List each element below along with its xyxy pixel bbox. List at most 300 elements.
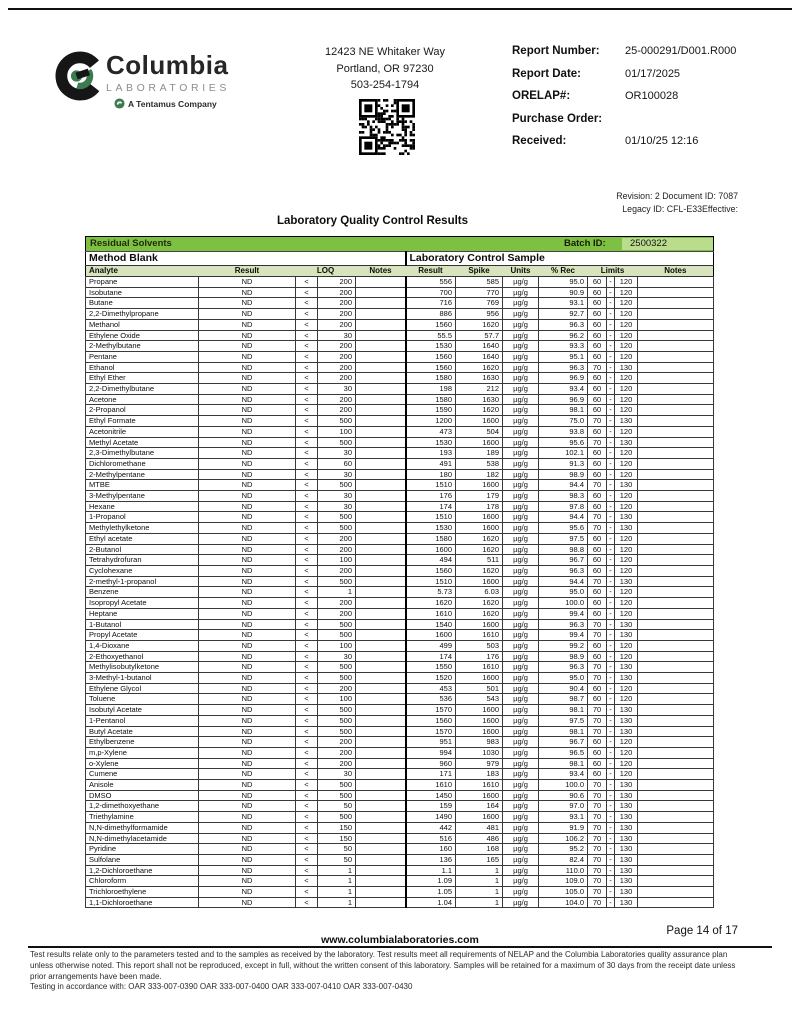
cell-loq: 1: [318, 887, 356, 898]
section-header-row: [86, 252, 714, 266]
cell-units: µg/g: [503, 812, 539, 823]
cell-analyte: Benzene: [86, 587, 199, 598]
cell-mb-sign: <: [296, 533, 318, 544]
cell-mb-sign: <: [296, 351, 318, 362]
cell-units: µg/g: [503, 726, 539, 737]
cell-limit-high: 130: [615, 512, 638, 523]
cell-units: µg/g: [503, 384, 539, 395]
cell-units: µg/g: [503, 341, 539, 352]
cell-mb-result: ND: [199, 737, 296, 748]
cell-loq: 200: [318, 533, 356, 544]
cell-lcs-result: 1.1: [406, 865, 456, 876]
cell-lcs-result: 160: [406, 844, 456, 855]
cell-mb-sign: <: [296, 565, 318, 576]
analyte-row: [86, 576, 714, 587]
address-line-3: 503-254-1794: [350, 79, 420, 91]
cell-mb-result: ND: [199, 608, 296, 619]
cell-spike: 503: [456, 640, 503, 651]
cell-lcs-notes: [638, 565, 714, 576]
analyte-row: [86, 747, 714, 758]
cell-analyte: m,p-Xylene: [86, 747, 199, 758]
cell-mb-sign: <: [296, 576, 318, 587]
website-link[interactable]: www.columbialaboratories.com: [321, 934, 479, 946]
cell-lcs-notes: [638, 673, 714, 684]
cell-limit-dash: -: [607, 277, 615, 288]
cell-lcs-notes: [638, 373, 714, 384]
cell-limit-low: 70: [588, 630, 607, 641]
cell-limit-high: 130: [615, 844, 638, 855]
cell-loq: 30: [318, 769, 356, 780]
analyte-row: [86, 694, 714, 705]
cell-limit-low: 60: [588, 384, 607, 395]
cell-lcs-result: 1530: [406, 341, 456, 352]
cell-units: µg/g: [503, 458, 539, 469]
cell-analyte: Pentane: [86, 351, 199, 362]
cell-mb-sign: <: [296, 330, 318, 341]
analyte-row: [86, 705, 714, 716]
cell-mb-result: ND: [199, 309, 296, 320]
cell-pct-rec: 96.5: [539, 747, 588, 758]
cell-mb-sign: <: [296, 865, 318, 876]
cell-limit-high: 120: [615, 287, 638, 298]
cell-pct-rec: 96.7: [539, 737, 588, 748]
brand-subtitle: LABORATORIES: [106, 82, 230, 94]
cell-loq: 500: [318, 630, 356, 641]
cell-mb-sign: <: [296, 287, 318, 298]
analyte-row: [86, 790, 714, 801]
cell-limit-high: 120: [615, 544, 638, 555]
cell-limit-dash: -: [607, 608, 615, 619]
cell-loq: 100: [318, 694, 356, 705]
cell-mb-result: ND: [199, 619, 296, 630]
cell-spike: 178: [456, 501, 503, 512]
cell-units: µg/g: [503, 544, 539, 555]
cell-lcs-notes: [638, 555, 714, 566]
analyte-row: [86, 640, 714, 651]
cell-pct-rec: 94.4: [539, 512, 588, 523]
cell-limit-high: 130: [615, 523, 638, 534]
cell-limit-low: 70: [588, 726, 607, 737]
cell-mb-result: ND: [199, 362, 296, 373]
revision-line: Revision: 2 Document ID: 7087: [616, 191, 738, 201]
cell-lcs-result: 1570: [406, 726, 456, 737]
cell-spike: 1600: [456, 705, 503, 716]
cell-lcs-notes: [638, 608, 714, 619]
cell-mb-result: ND: [199, 662, 296, 673]
cell-spike: 538: [456, 458, 503, 469]
cell-limit-low: 60: [588, 405, 607, 416]
cell-mb-notes: [356, 426, 406, 437]
cell-loq: 30: [318, 384, 356, 395]
analyte-row: [86, 801, 714, 812]
cell-limit-high: 130: [615, 726, 638, 737]
cell-mb-sign: <: [296, 277, 318, 288]
cell-limit-high: 120: [615, 491, 638, 502]
cell-mb-result: ND: [199, 523, 296, 534]
cell-analyte: MTBE: [86, 480, 199, 491]
analyte-row: [86, 501, 714, 512]
cell-limit-low: 60: [588, 608, 607, 619]
cell-pct-rec: 96.3: [539, 662, 588, 673]
cell-units: µg/g: [503, 587, 539, 598]
legacy-id-line: Legacy ID: CFL-E33Effective:: [622, 204, 738, 214]
cell-lcs-result: 136: [406, 854, 456, 865]
cell-mb-notes: [356, 865, 406, 876]
cell-mb-sign: <: [296, 726, 318, 737]
cell-mb-sign: <: [296, 437, 318, 448]
cell-mb-sign: <: [296, 416, 318, 427]
cell-limit-high: 120: [615, 405, 638, 416]
cell-spike: 543: [456, 694, 503, 705]
cell-limit-dash: -: [607, 491, 615, 502]
cell-pct-rec: 106.2: [539, 833, 588, 844]
cell-limit-low: 70: [588, 576, 607, 587]
cell-loq: 30: [318, 448, 356, 459]
col-spike: Spike: [456, 265, 503, 277]
cell-pct-rec: 75.0: [539, 416, 588, 427]
cell-mb-notes: [356, 812, 406, 823]
analyte-row: [86, 619, 714, 630]
cell-limit-high: 130: [615, 780, 638, 791]
cell-limit-dash: -: [607, 512, 615, 523]
cell-lcs-notes: [638, 287, 714, 298]
analyte-row: [86, 651, 714, 662]
cell-mb-notes: [356, 780, 406, 791]
cell-mb-notes: [356, 747, 406, 758]
cell-mb-result: ND: [199, 373, 296, 384]
cell-lcs-notes: [638, 448, 714, 459]
cell-loq: 500: [318, 812, 356, 823]
cell-lcs-result: 1580: [406, 394, 456, 405]
cell-loq: 500: [318, 726, 356, 737]
cell-limit-low: 60: [588, 769, 607, 780]
cell-spike: 769: [456, 298, 503, 309]
cell-pct-rec: 90.9: [539, 287, 588, 298]
cell-units: µg/g: [503, 394, 539, 405]
cell-limit-high: 130: [615, 897, 638, 908]
cell-mb-notes: [356, 801, 406, 812]
cell-loq: 200: [318, 373, 356, 384]
cell-mb-result: ND: [199, 801, 296, 812]
cell-units: µg/g: [503, 865, 539, 876]
cell-units: µg/g: [503, 287, 539, 298]
cell-lcs-result: 491: [406, 458, 456, 469]
cell-loq: 200: [318, 277, 356, 288]
cell-lcs-result: 700: [406, 287, 456, 298]
cell-lcs-notes: [638, 683, 714, 694]
cell-limit-low: 70: [588, 705, 607, 716]
cell-spike: 1620: [456, 533, 503, 544]
cell-analyte: Isobutyl Acetate: [86, 705, 199, 716]
cell-limit-low: 60: [588, 758, 607, 769]
cell-limit-dash: -: [607, 319, 615, 330]
cell-limit-low: 70: [588, 437, 607, 448]
cell-spike: 182: [456, 469, 503, 480]
cell-limit-dash: -: [607, 737, 615, 748]
col-mb-result: Result: [199, 265, 296, 277]
cell-limit-dash: -: [607, 630, 615, 641]
cell-pct-rec: 98.8: [539, 544, 588, 555]
cell-limit-high: 120: [615, 394, 638, 405]
cell-limit-dash: -: [607, 394, 615, 405]
disclaimer-line: Testing in accordance with: OAR 333-007-0390 OAR 333-007-0400 OAR 333-007-0410 OAR 333-007-0430: [30, 982, 413, 992]
cell-lcs-notes: [638, 277, 714, 288]
cell-lcs-notes: [638, 640, 714, 651]
cell-mb-notes: [356, 758, 406, 769]
analyte-row: [86, 555, 714, 566]
page-number: Page 14 of 17: [666, 925, 738, 937]
cell-spike: 1610: [456, 630, 503, 641]
cell-mb-result: ND: [199, 416, 296, 427]
cell-pct-rec: 97.5: [539, 715, 588, 726]
cell-limit-high: 120: [615, 277, 638, 288]
cell-units: µg/g: [503, 619, 539, 630]
cell-lcs-notes: [638, 662, 714, 673]
cell-pct-rec: 95.0: [539, 673, 588, 684]
cell-pct-rec: 98.9: [539, 651, 588, 662]
cell-lcs-result: 1610: [406, 780, 456, 791]
cell-limit-high: 120: [615, 640, 638, 651]
cell-mb-sign: <: [296, 608, 318, 619]
cell-loq: 30: [318, 469, 356, 480]
analyte-row: [86, 373, 714, 384]
cell-analyte: Isopropyl Acetate: [86, 598, 199, 609]
cell-limit-low: 60: [588, 298, 607, 309]
cell-pct-rec: 94.4: [539, 576, 588, 587]
cell-units: µg/g: [503, 737, 539, 748]
cell-units: µg/g: [503, 565, 539, 576]
cell-mb-notes: [356, 887, 406, 898]
cell-lcs-notes: [638, 747, 714, 758]
field-value: 01/10/25 12:16: [625, 135, 699, 147]
cell-mb-result: ND: [199, 694, 296, 705]
cell-mb-sign: <: [296, 780, 318, 791]
cell-mb-sign: <: [296, 298, 318, 309]
field-label: Purchase Order:: [512, 112, 603, 125]
report-field: [512, 135, 762, 158]
cell-limit-low: 70: [588, 715, 607, 726]
cell-mb-notes: [356, 662, 406, 673]
cell-limit-high: 120: [615, 298, 638, 309]
cell-mb-result: ND: [199, 822, 296, 833]
cell-mb-sign: <: [296, 705, 318, 716]
cell-lcs-notes: [638, 351, 714, 362]
report-field: [512, 45, 762, 68]
cell-units: µg/g: [503, 555, 539, 566]
cell-mb-notes: [356, 405, 406, 416]
analyte-row: [86, 512, 714, 523]
cell-loq: 200: [318, 747, 356, 758]
field-label: Report Number:: [512, 45, 600, 57]
cell-mb-result: ND: [199, 833, 296, 844]
cell-limit-high: 120: [615, 373, 638, 384]
cell-lcs-result: 1590: [406, 405, 456, 416]
cell-mb-notes: [356, 458, 406, 469]
cell-analyte: Ethylene Glycol: [86, 683, 199, 694]
cell-lcs-notes: [638, 854, 714, 865]
cell-mb-result: ND: [199, 705, 296, 716]
cell-lcs-result: 1450: [406, 790, 456, 801]
cell-units: µg/g: [503, 844, 539, 855]
cell-lcs-notes: [638, 319, 714, 330]
cell-mb-notes: [356, 726, 406, 737]
report-field: [512, 90, 762, 113]
cell-mb-result: ND: [199, 437, 296, 448]
cell-limit-low: 70: [588, 480, 607, 491]
analyte-row: [86, 769, 714, 780]
report-info: [512, 45, 762, 158]
cell-pct-rec: 93.1: [539, 298, 588, 309]
cell-mb-notes: [356, 565, 406, 576]
cell-mb-sign: <: [296, 384, 318, 395]
cell-limit-high: 120: [615, 319, 638, 330]
cell-loq: 200: [318, 565, 356, 576]
cell-loq: 100: [318, 426, 356, 437]
cell-pct-rec: 98.1: [539, 705, 588, 716]
cell-lcs-notes: [638, 491, 714, 502]
cell-loq: 30: [318, 651, 356, 662]
analyte-row: [86, 822, 714, 833]
cell-spike: 176: [456, 651, 503, 662]
cell-limit-dash: -: [607, 480, 615, 491]
analyte-row: [86, 844, 714, 855]
col-mb-notes: Notes: [356, 265, 406, 277]
cell-pct-rec: 82.4: [539, 854, 588, 865]
cell-loq: 30: [318, 330, 356, 341]
cell-mb-result: ND: [199, 426, 296, 437]
cell-mb-sign: <: [296, 651, 318, 662]
cell-lcs-result: 1580: [406, 533, 456, 544]
cell-spike: 1600: [456, 726, 503, 737]
method-blank-header: Method Blank: [86, 252, 406, 266]
cell-spike: 983: [456, 737, 503, 748]
cell-spike: 1620: [456, 319, 503, 330]
cell-limit-high: 120: [615, 351, 638, 362]
cell-mb-notes: [356, 319, 406, 330]
cell-limit-high: 120: [615, 469, 638, 480]
cell-loq: 500: [318, 512, 356, 523]
cell-spike: 1600: [456, 437, 503, 448]
cell-lcs-notes: [638, 405, 714, 416]
cell-pct-rec: 96.3: [539, 319, 588, 330]
analyte-row: [86, 715, 714, 726]
cell-analyte: Toluene: [86, 694, 199, 705]
col-units: Units: [503, 265, 539, 277]
cell-limit-high: 130: [615, 854, 638, 865]
cell-units: µg/g: [503, 437, 539, 448]
cell-limit-dash: -: [607, 705, 615, 716]
cell-units: µg/g: [503, 533, 539, 544]
cell-loq: 60: [318, 458, 356, 469]
cell-lcs-result: 951: [406, 737, 456, 748]
cell-loq: 200: [318, 351, 356, 362]
cell-lcs-result: 1530: [406, 437, 456, 448]
cell-mb-notes: [356, 437, 406, 448]
cell-mb-result: ND: [199, 844, 296, 855]
cell-spike: 1: [456, 887, 503, 898]
cell-lcs-notes: [638, 619, 714, 630]
cell-spike: 486: [456, 833, 503, 844]
cell-lcs-notes: [638, 458, 714, 469]
cell-pct-rec: 95.2: [539, 844, 588, 855]
cell-lcs-result: 1510: [406, 576, 456, 587]
cell-analyte: 1,4-Dioxane: [86, 640, 199, 651]
cell-lcs-result: 1610: [406, 608, 456, 619]
cell-mb-notes: [356, 373, 406, 384]
cell-limit-low: 60: [588, 458, 607, 469]
cell-pct-rec: 95.0: [539, 587, 588, 598]
cell-mb-sign: <: [296, 426, 318, 437]
cell-analyte: 2-Methylbutane: [86, 341, 199, 352]
cell-pct-rec: 93.3: [539, 341, 588, 352]
cell-loq: 500: [318, 523, 356, 534]
cell-lcs-notes: [638, 630, 714, 641]
cell-analyte: 2-Ethoxyethanol: [86, 651, 199, 662]
cell-units: µg/g: [503, 598, 539, 609]
cell-limit-low: 70: [588, 416, 607, 427]
cell-pct-rec: 95.6: [539, 437, 588, 448]
cell-limit-high: 130: [615, 715, 638, 726]
cell-analyte: DMSO: [86, 790, 199, 801]
cell-lcs-result: 1560: [406, 565, 456, 576]
cell-lcs-result: 1490: [406, 812, 456, 823]
cell-limit-low: 60: [588, 373, 607, 384]
cell-analyte: Tetrahydrofuran: [86, 555, 199, 566]
cell-mb-sign: <: [296, 854, 318, 865]
cell-mb-result: ND: [199, 448, 296, 459]
cell-spike: 979: [456, 758, 503, 769]
cell-units: µg/g: [503, 501, 539, 512]
batch-id-value: 2500322: [622, 238, 714, 250]
analyte-row: [86, 287, 714, 298]
cell-lcs-result: 499: [406, 640, 456, 651]
cell-units: µg/g: [503, 876, 539, 887]
cell-lcs-result: 453: [406, 683, 456, 694]
cell-spike: 179: [456, 491, 503, 502]
cell-pct-rec: 104.0: [539, 897, 588, 908]
analyte-row: [86, 480, 714, 491]
cell-lcs-result: 180: [406, 469, 456, 480]
cell-pct-rec: 96.2: [539, 330, 588, 341]
cell-lcs-notes: [638, 469, 714, 480]
cell-units: µg/g: [503, 651, 539, 662]
cell-limit-low: 60: [588, 747, 607, 758]
cell-lcs-result: 1570: [406, 705, 456, 716]
cell-mb-result: ND: [199, 351, 296, 362]
cell-limit-dash: -: [607, 876, 615, 887]
cell-units: µg/g: [503, 780, 539, 791]
cell-spike: 585: [456, 277, 503, 288]
cell-limit-high: 120: [615, 501, 638, 512]
cell-lcs-notes: [638, 341, 714, 352]
cell-mb-notes: [356, 790, 406, 801]
cell-analyte: Methylethylketone: [86, 523, 199, 534]
cell-mb-notes: [356, 298, 406, 309]
cell-units: µg/g: [503, 758, 539, 769]
tentamus-icon: [114, 98, 125, 109]
cell-lcs-result: 1620: [406, 598, 456, 609]
cell-limit-low: 70: [588, 523, 607, 534]
cell-loq: 500: [318, 780, 356, 791]
analyte-row: [86, 437, 714, 448]
cell-limit-high: 130: [615, 812, 638, 823]
analyte-row: [86, 319, 714, 330]
cell-limit-low: 60: [588, 491, 607, 502]
cell-pct-rec: 96.9: [539, 373, 588, 384]
cell-limit-low: 70: [588, 673, 607, 684]
cell-lcs-notes: [638, 737, 714, 748]
cell-limit-high: 120: [615, 694, 638, 705]
